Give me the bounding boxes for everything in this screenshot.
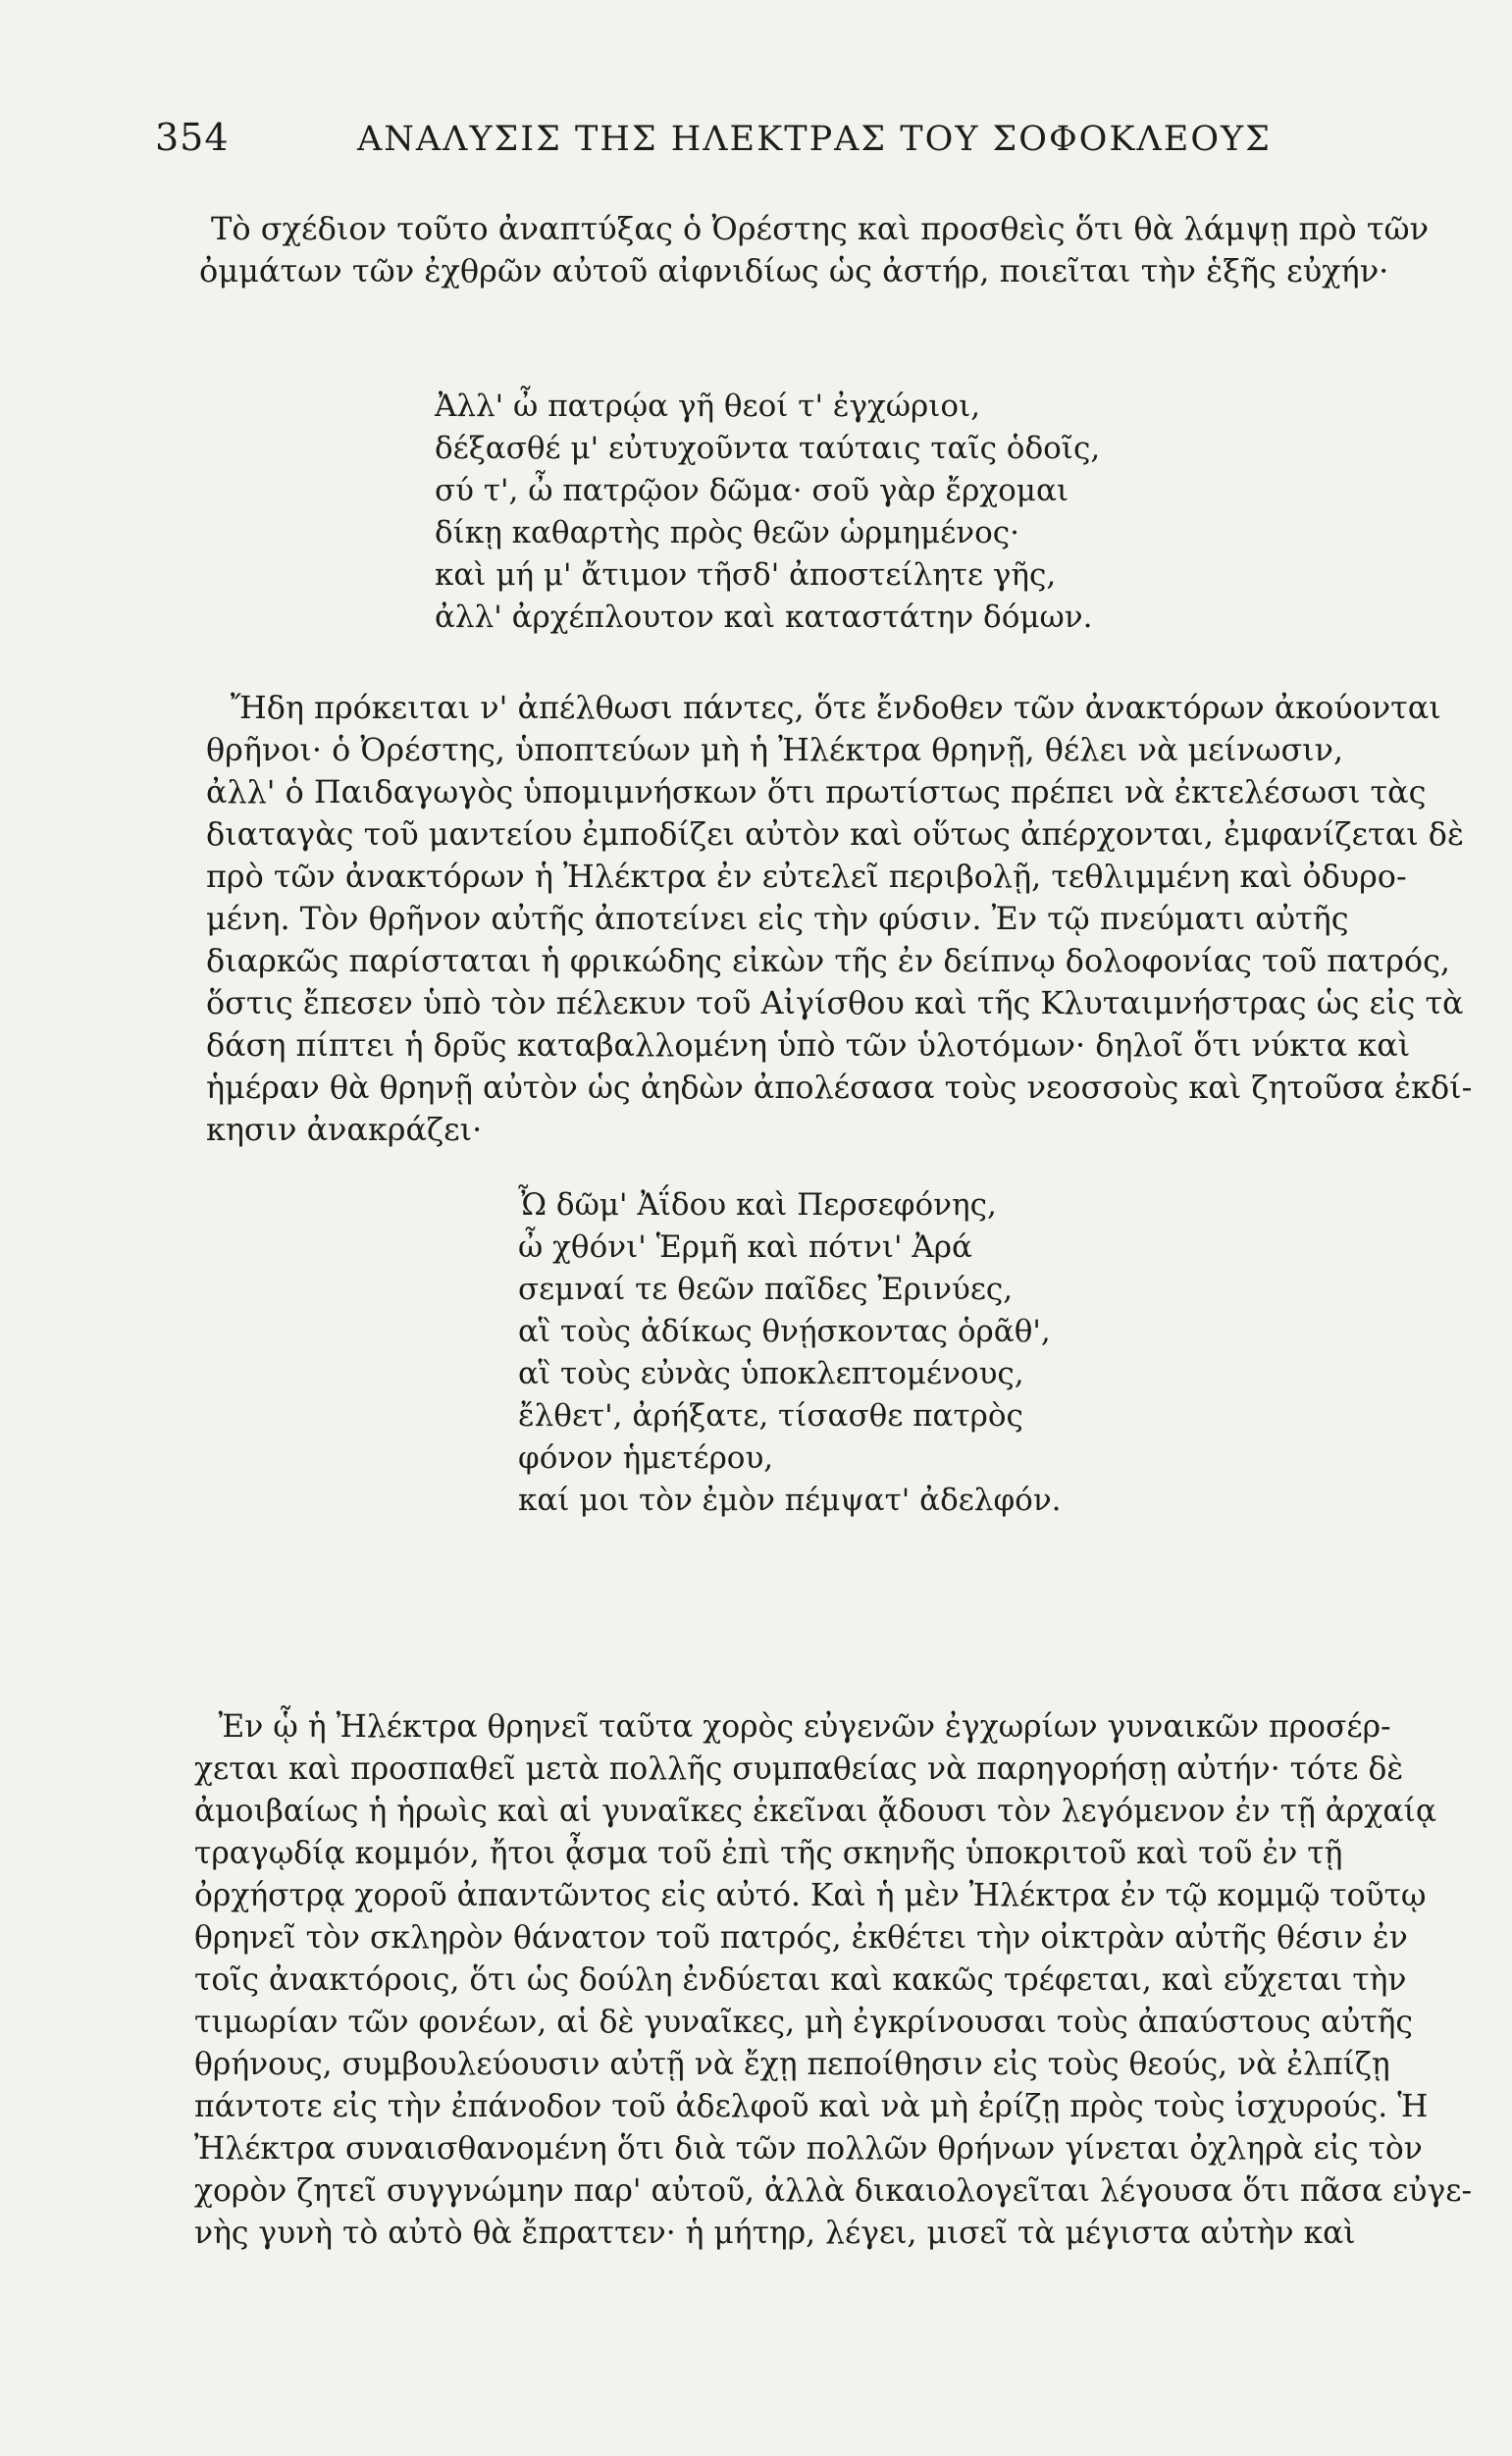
text-line: θρῆνοι· ὁ Ὀρέστης, ὑποπτεύων μὴ ἡ Ἠλέκτρα θρηνῇ, θέλει νὰ μείνωσιν,: [206, 731, 1344, 768]
text-line: τραγῳδίᾳ κομμόν, ἤτοι ᾆσμα τοῦ ἐπὶ τῆς σκηνῆς ὑποκριτοῦ καὶ τοῦ ἐν τῇ: [194, 1834, 1343, 1871]
text-line: Ἠλέκτρα συναισθανομένη ὅτι διὰ τῶν πολλῶν θρήνων γίνεται ὀχληρὰ εἰς τὸν: [194, 2129, 1423, 2167]
verse-line: αἳ τοὺς εὐνὰς ὑποκλεπτομένους,: [518, 1356, 1024, 1391]
verse-quotation-orestes: [435, 386, 1100, 639]
text-line: θρήνους, συμβουλεύουσιν αὐτῇ νὰ ἔχῃ πεποίθησιν εἰς τοὺς θεούς, νὰ ἐλπίζῃ: [194, 2045, 1390, 2082]
text-line: διαρκῶς παρίσταται ἡ φρικώδης εἰκὼν τῆς ἐν δείπνῳ δολοφονίας τοῦ πατρός,: [206, 942, 1451, 979]
text-line: ἀλλ' ὁ Παιδαγωγὸς ὑπομιμνήσκων ὅτι πρωτίστως πρέπει νὰ ἐκτελέσωσι τὰς: [206, 773, 1427, 810]
text-line: τοῖς ἀνακτόροις, ὅτι ὡς δούλη ἐνδύεται καὶ κακῶς τρέφεται, καὶ εὔχεται τὴν: [194, 1960, 1407, 1998]
text-line: ἀμοιβαίως ἡ ἡρωὶς καὶ αἱ γυναῖκες ἐκεῖναι ᾄδουσι τὸν λεγόμενον ἐν τῇ ἀρχαίᾳ: [194, 1792, 1437, 1829]
text-line: πρὸ τῶν ἀνακτόρων ἡ Ἠλέκτρα ἐν εὐτελεῖ περιβολῇ, τεθλιμμένη καὶ ὀδυρο-: [206, 858, 1407, 895]
text-line: ὅστις ἔπεσεν ὑπὸ τὸν πέλεκυν τοῦ Αἰγίσθου καὶ τῆς Κλυταιμνήστρας ὡς εἰς τὰ: [206, 984, 1464, 1021]
text-line: μένη. Τὸν θρῆνον αὐτῆς ἀποτείνει εἰς τὴν φύσιν. Ἐν τῷ πνεύματι αὐτῆς: [206, 900, 1349, 937]
verse-line: σεμναί τε θεῶν παῖδες Ἐρινύες,: [518, 1272, 1014, 1307]
text-line: Ἤδη πρόκειται ν' ἀπέλθωσι πάντες, ὅτε ἔνδοθεν τῶν ἀνακτόρων ἀκούονται: [230, 689, 1441, 726]
body-paragraph: [194, 1705, 1498, 2254]
verse-line: ὦ χθόνι' Ἑρμῆ καὶ πότνι' Ἀρά: [518, 1229, 972, 1265]
verse-line: δίκῃ καθαρτὴς πρὸς θεῶν ὡρμημένος·: [435, 515, 1020, 550]
text-line: Τὸ σχέδιον τοῦτο ἀναπτύξας ὁ Ὀρέστης καὶ προσθεὶς ὅτι θὰ λάμψῃ πρὸ τῶν: [211, 210, 1430, 247]
verse-line: Ὦ δῶμ' Ἀΐδου καὶ Περσεφόνης,: [518, 1187, 997, 1223]
verse-line: καὶ μή μ' ἄτιμον τῆσδ' ἀποστείλητε γῆς,: [435, 557, 1057, 593]
text-line: διαταγὰς τοῦ μαντείου ἐμποδίζει αὐτὸν καὶ οὕτως ἀπέρχονται, ἐμφανίζεται δὲ: [206, 815, 1465, 853]
text-line: χορὸν ζητεῖ συγγνώμην παρ' αὐτοῦ, ἀλλὰ δικαιολογεῖται λέγουσα ὅτι πᾶσα εὐγε-: [194, 2171, 1473, 2209]
verse-quotation-electra: [518, 1184, 1062, 1522]
text-line: ὀρχήστρᾳ χοροῦ ἀπαντῶντος εἰς αὐτό. Καὶ ἡ μὲν Ἠλέκτρα ἐν τῷ κομμῷ τοῦτῳ: [194, 1876, 1427, 1913]
running-title: ΑΝΑΛΥΣΙΣ ΤΗΣ ΗΛΕΚΤΡΑΣ ΤΟΥ ΣΟΦΟΚΛΕΟΥΣ: [357, 120, 1272, 159]
page-header: [155, 116, 1382, 184]
text-line: πάντοτε εἰς τὴν ἐπάνοδον τοῦ ἀδελφοῦ καὶ νὰ μὴ ἐρίζῃ πρὸς τοὺς ἰσχυρούς. Ἡ: [194, 2087, 1429, 2124]
body-paragraph: [206, 687, 1480, 1151]
text-line: νὴς γυνὴ τὸ αὐτὸ θὰ ἔπραττεν· ἡ μήτηρ, λέγει, μισεῖ τὰ μέγιστα αὐτὴν καὶ: [194, 2214, 1356, 2251]
text-line: ὀμμάτων τῶν ἐχθρῶν αὐτοῦ αἰφνιδίως ὡς ἀστήρ, ποιεῖται τὴν ἑξῆς εὐχήν·: [199, 252, 1389, 289]
text-line: Ἐν ᾧ ἡ Ἠλέκτρα θρηνεῖ ταῦτα χορὸς εὐγενῶν ἐγχωρίων γυναικῶν προσέρ-: [218, 1707, 1391, 1745]
verse-line: αἳ τοὺς ἀδίκως θνῄσκοντας ὁρᾶθ',: [518, 1314, 1051, 1349]
intro-paragraph: [199, 208, 1430, 292]
text-line: κησιν ἀνακράζει·: [206, 1111, 483, 1148]
text-line: ἡμέραν θὰ θρηνῇ αὐτὸν ὡς ἀηδὼν ἀπολέσασα τοὺς νεοσσοὺς καὶ ζητοῦσα ἐκδί-: [206, 1069, 1473, 1106]
text-line: θρηνεῖ τὸν σκληρὸν θάνατον τοῦ πατρός, ἐκθέτει τὴν οἰκτρὰν αὐτῆς θέσιν ἐν: [194, 1918, 1408, 1956]
page-number: 354: [155, 116, 230, 159]
text-line: τιμωρίαν τῶν φονέων, αἱ δὲ γυναῖκες, μὴ ἐγκρίνουσαι τοὺς ἀπαύστους αὐτῆς: [194, 2003, 1413, 2040]
verse-line: ἀλλ' ἀρχέπλουτον καὶ καταστάτην δόμων.: [435, 600, 1093, 635]
verse-line: καί μοι τὸν ἐμὸν πέμψατ' ἀδελφόν.: [518, 1483, 1062, 1518]
verse-line: σύ τ', ὦ πατρῷον δῶμα· σοῦ γὰρ ἔρχομαι: [435, 473, 1069, 508]
text-line: χεται καὶ προσπαθεῖ μετὰ πολλῆς συμπαθείας νὰ παρηγορήσῃ αὐτήν· τότε δὲ: [194, 1750, 1404, 1787]
verse-line: φόνον ἡμετέρου,: [518, 1440, 774, 1476]
verse-line: ἔλθετ', ἀρήξατε, τίσασθε πατρὸς: [518, 1398, 1023, 1434]
verse-line: Ἀλλ' ὦ πατρῴα γῆ θεοί τ' ἐγχώριοι,: [435, 389, 981, 424]
text-line: δάση πίπτει ἡ δρῦς καταβαλλομένη ὑπὸ τῶν ὑλοτόμων· δηλοῖ ὅτι νύκτα καὶ: [206, 1026, 1411, 1064]
verse-line: δέξασθέ μ' εὐτυχοῦντα ταύταις ταῖς ὁδοῖς,: [435, 431, 1101, 466]
